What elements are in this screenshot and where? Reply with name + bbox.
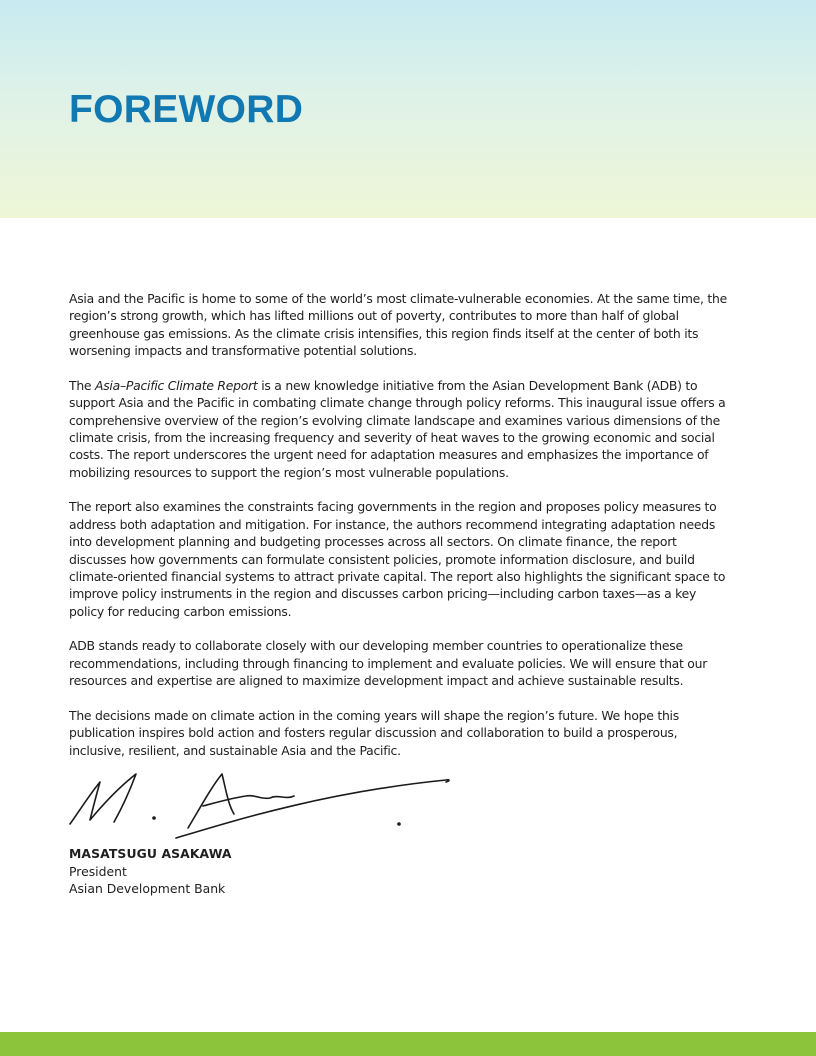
paragraph-2-rest: is a new knowledge initiative from the Asian Development Bank (ADB) to support Asia and the Pacific in combating climate change through policy reforms. This inaugural issue offers a comprehensive overview of the region’s evolving climate landscape and examines various dimensions of the climate crisis, from the increasing frequency and severity of heat waves to the growing economic and social costs. The report underscores the urgent need for adaptation measures and emphasizes the importance of mobilizing resources to support the region’s most vulnerable populations. [69, 377, 726, 480]
paragraph-2 [69, 377, 731, 481]
footer-band [0, 1032, 816, 1056]
signatory-block [69, 845, 232, 898]
signatory-name: MASATSUGU ASAKAWA [69, 846, 232, 861]
paragraph-3: The report also examines the constraints facing governments in the region and proposes policy measures to address both adaptation and mitigation. For instance, the authors recommend integrating adaptation needs into development planning and budgeting processes across all sectors. On climate finance, the report discusses how governments can formulate consistent policies, promote information disclosure, and build climate-oriented financial systems to attract private capital. The report also highlights the significant space to improve policy instruments in the region and discusses carbon pricing—including carbon taxes—as a key policy for reducing carbon emissions. [69, 499, 726, 619]
paragraph-5: The decisions made on climate action in the coming years will shape the region’s future. We hope this publication inspires bold action and fosters regular discussion and collaboration to build a prosperous, inclusive, resilient, and sustainable Asia and the Pacific. [69, 707, 679, 758]
paragraph-2-lead: The [69, 377, 95, 393]
paragraph-4: ADB stands ready to collaborate closely with our developing member countries to operationalize these recommendations, including through financing to implement and evaluate policies. We will ensure that our resources and expertise are aligned to maximize development impact and achieve sustainable results. [69, 638, 708, 689]
page-title: FOREWORD [69, 88, 304, 131]
signatory-position: President [69, 863, 127, 879]
report-title: Asia–Pacific Climate Report [94, 377, 258, 393]
handwritten-signature [66, 768, 456, 844]
foreword-body [69, 290, 731, 776]
signatory-organization: Asian Development Bank [69, 881, 226, 897]
paragraph-1: Asia and the Pacific is home to some of the world’s most climate-vulnerable economies. At the same time, the region’s strong growth, which has lifted millions out of poverty, contributes to more than half of global greenhouse gas emissions. As the climate crisis intensifies, this region finds itself at the center of both its worsening impacts and transformative potential solutions. [69, 291, 727, 359]
